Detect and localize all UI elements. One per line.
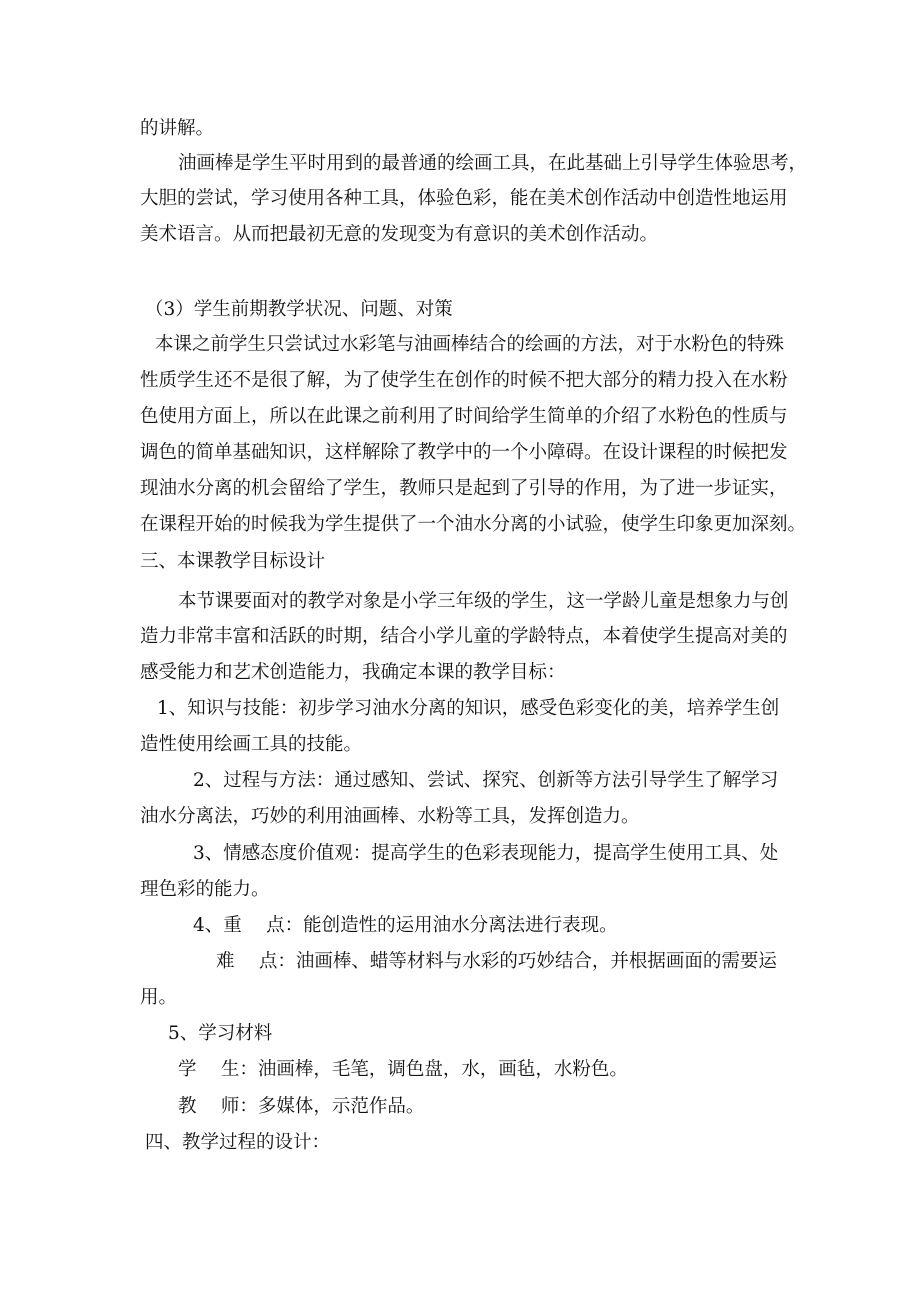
goal-line: 造性使用绘画工具的技能。 [140, 734, 363, 755]
section-title: 四、教学过程的设计： [145, 1132, 331, 1153]
goal-line: 油水分离法，巧妙的利用油画棒、水粉等工具，发挥创造力。 [140, 806, 640, 827]
materials-line: 学 生：油画棒，毛笔，调色盘，水，画毡，水粉色。 [178, 1059, 628, 1080]
goal-line: 理色彩的能力。 [140, 879, 270, 900]
paragraph-line: 现油水分离的机会留给了学生，教师只是起到了引导的作用，为了进一步证实， [140, 478, 788, 499]
goal-line: 难 点：油画棒、蜡等材料与水彩的巧妙结合，并根据画面的需要运 [216, 951, 777, 972]
goal-line: 用。 [140, 987, 178, 1008]
paragraph-line: 大胆的尝试，学习使用各种工具，体验色彩，能在美术创作活动中创造性地运用 [140, 188, 788, 209]
paragraph-line: 感受能力和艺术创造能力，我确定本课的教学目标： [140, 662, 566, 683]
goal-line: 1、知识与技能：初步学习油水分离的知识，感受色彩变化的美，培养学生创 [157, 698, 780, 719]
goal-line: 3、情感态度价值观：提高学生的色彩表现能力，提高学生使用工具、处 [193, 843, 779, 864]
paragraph-line: 本课之前学生只尝试过水彩笔与油画棒结合的绘画的方法，对于水粉色的特殊 [155, 334, 785, 355]
paragraph-line: 色使用方面上，所以在此课之前利用了时间给学生简单的介绍了水粉色的性质与 [140, 406, 788, 427]
paragraph-line: 油画棒是学生平时用到的最普通的绘画工具，在此基础上引导学生体验思考， [178, 153, 808, 174]
subsection-heading: （3）学生前期教学状况、问题、对策 [145, 299, 453, 320]
paragraph-line: 本节课要面对的教学对象是小学三年级的学生，这一学龄儿童是想象力与创 [178, 591, 789, 612]
paragraph-line: 美术语言。从而把最初无意的发现变为有意识的美术创作活动。 [140, 224, 659, 245]
paragraph-line: 造力非常丰富和活跃的时期，结合小学儿童的学龄特点，本着使学生提高对美的 [140, 626, 788, 647]
paragraph-line: 的讲解。 [140, 118, 215, 139]
paragraph-line: 在课程开始的时候我为学生提供了一个油水分离的小试验，使学生印象更加深刻。 [140, 514, 807, 535]
paragraph-line: 调色的简单基础知识，这样解除了教学中的一个小障碍。在设计课程的时候把发 [140, 442, 788, 463]
goal-line: 4、重 点：能创造性的运用油水分离法进行表现。 [193, 915, 618, 936]
paragraph-line: 性质学生还不是很了解，为了使学生在创作的时候不把大部分的精力投入在水粉 [140, 370, 788, 391]
materials-line: 教 师：多媒体，示范作品。 [178, 1096, 425, 1117]
materials-title: 5、学习材料 [168, 1023, 273, 1044]
goal-line: 2、过程与方法：通过感知、尝试、探究、创新等方法引导学生了解学习 [193, 770, 779, 791]
section-title: 三、本课教学目标设计 [140, 551, 326, 572]
